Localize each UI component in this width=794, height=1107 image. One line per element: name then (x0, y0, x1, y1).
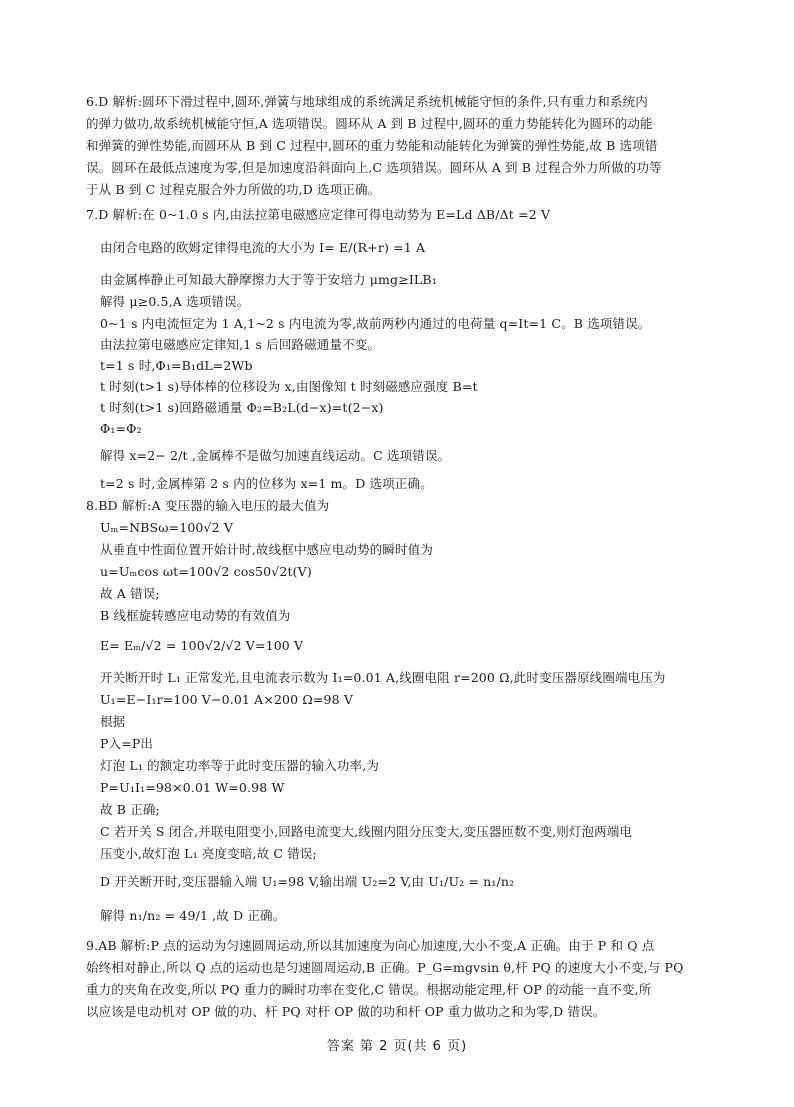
q7-line-6: 由法拉第电磁感应定律知,1 s 后回路磁通量不变。 (100, 337, 381, 352)
q8-line-4: u=Uₘcos ωt=100√2 cos50√2t(V) (100, 564, 312, 579)
q8-line-5: 故 A 错误; (100, 586, 160, 601)
q8-line-14: 故 B 正确; (100, 802, 160, 817)
q7-line-5: 0~1 s 内电流恒定为 1 A,1~2 s 内电流为零,故前两秒内通过的电荷量 q=It=1 C。B 选项错误。 (100, 316, 651, 331)
q6-line-1: 6.D 解析:圆环下滑过程中,圆环,弹簧与地球组成的系统满足系统机械能守恒的条件,只有重力和系统内 (86, 94, 648, 109)
q8-line-12: 灯泡 L₁ 的额定功率等于此时变压器的输入功率,为 (100, 758, 379, 773)
q8-line-10: 根据 (100, 714, 126, 729)
q8-line-18: 解得 n₁/n₂ = 49/1 ,故 D 正确。 (100, 908, 286, 923)
q8-line-9: U₁=E−I₁r=100 V−0.01 A×200 Ω=98 V (100, 692, 354, 707)
page-footer: 答案 第 2 页(共 6 页) (326, 1039, 468, 1054)
q8-line-13: P=U₁I₁=98×0.01 W=0.98 W (100, 780, 285, 795)
q6-line-3: 和弹簧的弹性势能,而圆环从 B 到 C 过程中,圆环的重力势能和动能转化为弹簧的弹性势能,故 B 选项错 (86, 138, 658, 153)
q9-line-4: 以应该是电动机对 OP 做的功、杆 PQ 对杆 OP 做的功和杆 OP 重力做功之和为零,D 错误。 (86, 1004, 606, 1019)
q7-line-3: 由金属棒静止可知最大静摩擦力大于等于安培力 μmg≥ILB₁ (100, 272, 437, 287)
q6-line-5: 于从 B 到 C 过程克服合外力所做的功,D 选项正确。 (86, 182, 381, 197)
q7-line-12: t=2 s 时,金属棒第 2 s 内的位移为 x=1 m。D 选项正确。 (100, 476, 433, 491)
q8-line-2: Uₘ=NBSω=100√2 V (100, 520, 234, 535)
q8-line-8: 开关断开时 L₁ 正常发光,且电流表示数为 I₁=0.01 A,线圈电阻 r=200 Ω,此时变压器原线圈端电压为 (100, 670, 666, 685)
q6-line-4: 误。圆环在最低点速度为零,但是加速度沿斜面向上,C 选项错误。圆环从 A 到 B 过程合外力所做的功等 (86, 160, 662, 175)
q8-line-1: 8.BD 解析:A 变压器的输入电压的最大值为 (86, 498, 330, 513)
q8-line-16: 压变小,故灯泡 L₁ 亮度变暗,故 C 错误; (100, 846, 317, 861)
q7-line-2: 由闭合电路的欧姆定律得电流的大小为 I= E/(R+r) =1 A (100, 240, 426, 255)
q6-line-2: 的弹力做功,故系统机械能守恒,A 选项错误。圆环从 A 到 B 过程中,圆环的重力势能转化为圆环的动能 (86, 116, 653, 131)
q8-line-7: E= Eₘ/√2 = 100√2/√2 V=100 V (100, 638, 304, 653)
q8-line-6: B 线框旋转感应电动势的有效值为 (100, 608, 291, 623)
q8-line-11: P入=P出 (100, 736, 154, 751)
q9-line-1: 9.AB 解析:P 点的运动为匀速圆周运动,所以其加速度为向心加速度,大小不变,A 正确。由于 P 和 Q 点 (86, 938, 655, 953)
q9-line-3: 重力的夹角在改变,所以 PQ 重力的瞬时功率在变化,C 错误。根据动能定理,杆 OP 的动能一直不变,所 (86, 982, 652, 997)
q7-line-7: t=1 s 时,Φ₁=B₁dL=2Wb (100, 358, 253, 373)
q8-line-15: C 若开关 S 闭合,并联电阻变小,回路电流变大,线圈内阻分压变大,变压器匝数不变,则灯泡两端电 (100, 824, 633, 839)
q7-line-11: 解得 x=2− 2/t ,金属棒不是做匀加速直线运动。C 选项错误。 (100, 448, 451, 463)
q9-line-2: 始终相对静止,所以 Q 点的运动也是匀速圆周运动,B 正确。P_G=mgvsin θ,杆 PQ 的速度大小不变,与 PQ (86, 960, 684, 975)
q8-line-3: 从垂直中性面位置开始计时,故线框中感应电动势的瞬时值为 (100, 542, 434, 557)
q7-line-8: t 时刻(t>1 s)导体棒的位移设为 x,由图像知 t 时刻磁感应强度 B=t (100, 379, 478, 394)
q7-line-1: 7.D 解析:在 0~1.0 s 内,由法拉第电磁感应定律可得电动势为 E=Ld ΔB/Δt =2 V (86, 207, 551, 222)
q7-line-4: 解得 μ≥0.5,A 选项错误。 (100, 294, 250, 309)
q7-line-9: t 时刻(t>1 s)回路磁通量 Φ₂=B₂L(d−x)=t(2−x) (100, 400, 384, 415)
q7-line-10: Φ₁=Φ₂ (100, 421, 142, 436)
q8-line-17: D 开关断开时,变压器输入端 U₁=98 V,输出端 U₂=2 V,由 U₁/U₂ = n₁/n₂ (100, 874, 515, 889)
